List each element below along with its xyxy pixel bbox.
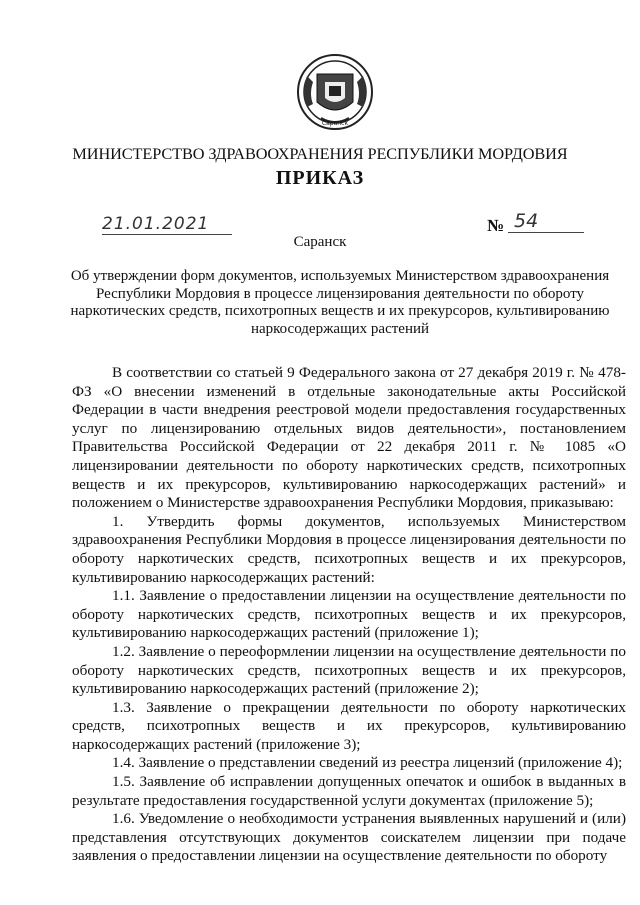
clause-1-1: 1.1. Заявление о предоставлении лицензии на осуществление деятельности по обороту наркотических средств, психотропных веществ и их прекурсоров, культивированию наркосодержащих растений (приложение 1); [72, 587, 626, 642]
emblem-text: Саранск [321, 120, 349, 127]
order-body [72, 364, 626, 866]
clause-1: 1. Утвердить формы документов, используемых Министерством здравоохранения Республики Мордовия в процессе лицензирования деятельности по обороту наркотических средств, психотропных веществ и их прекурсоров, культивированию наркосодержащих растений: [72, 512, 626, 586]
handwritten-date: 21.01.2021 [102, 214, 232, 235]
preamble-paragraph: В соответствии со статьей 9 Федерального закона от 27 декабря 2019 г. № 478-ФЗ «О внесении изменений в отдельные законодательные акты Российской Федерации в части внедрения реестровой модели предоставления государственных услуг по лицензированию отдельных видов деятельности», постановлением Правительства Российской Федерации от 22 декабря 2011 г. № 1085 «О лицензировании деятельности по обороту наркотических средств, психотропных веществ и их прекурсоров, культивированию наркосодержащих растений» и положением о Министерстве здравоохранения Республики Мордовия, приказываю: [72, 364, 626, 512]
ministry-name: МИНИСТЕРСТВО ЗДРАВООХРАНЕНИЯ РЕСПУБЛИКИ МОРДОВИЯ [72, 144, 568, 163]
handwritten-number: 54 [508, 210, 584, 233]
coat-of-arms-emblem [295, 52, 375, 132]
order-title: Об утверждении форм документов, используемых Министерством здравоохранения Республики Мордовия в процессе лицензирования деятельности по обороту наркотических средств, психотропных веществ и их прекурсоров, культивированию наркосодержащих растений [70, 268, 610, 337]
clause-1-5: 1.5. Заявление об исправлении допущенных опечаток и ошибок в выданных в результате предоставления государственной услуги документах (приложение 5); [72, 773, 626, 809]
clause-1-4: 1.4. Заявление о представлении сведений из реестра лицензий (приложение 4); [112, 754, 623, 772]
clause-1-2: 1.2. Заявление о переоформлении лицензии на осуществление деятельности по обороту наркотических средств, психотропных веществ и их прекурсоров, культивированию наркосодержащих растений (приложение 2); [72, 642, 626, 698]
clause-1-3: 1.3. Заявление о прекращении деятельности по обороту наркотических средств, психотропных веществ и их прекурсоров, культивированию наркосодержащих растений (приложение 3); [72, 698, 626, 753]
coat-of-arms-icon [295, 52, 375, 132]
city: Саранск [293, 234, 347, 250]
clause-1-6: 1.6. Уведомление о необходимости устранения выявленных нарушений и (или) представления отсутствующих документов соискателем лицензии при подаче заявления о предоставлении лицензии на осуществление деятельности по обороту [72, 810, 626, 865]
document-type: ПРИКАЗ [275, 167, 365, 189]
number-label: № [487, 216, 505, 235]
